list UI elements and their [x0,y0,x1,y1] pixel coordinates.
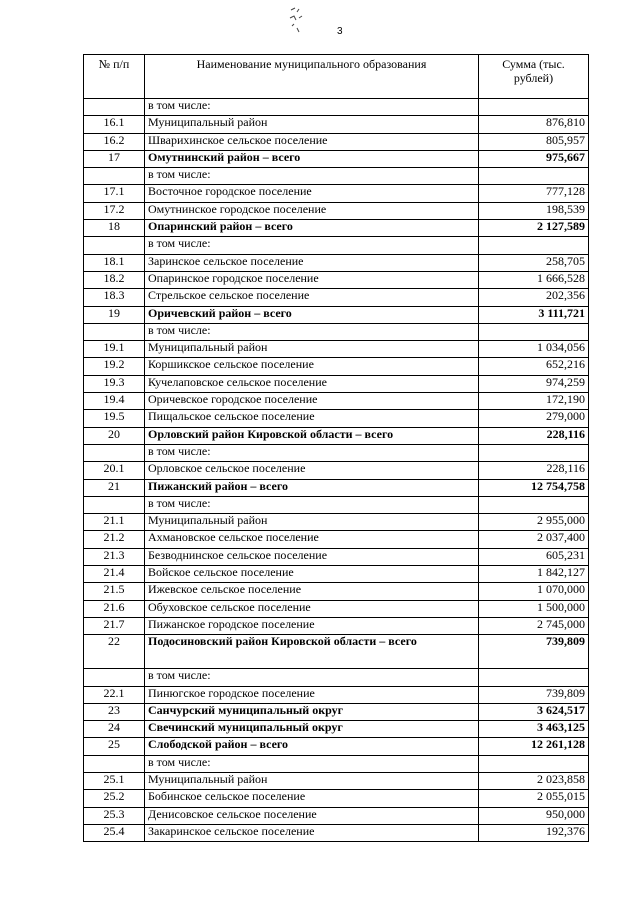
table-row [84,202,589,219]
row-sum: 12 754,758 [479,479,589,496]
row-name: Санчурский муниципальный округ [145,703,479,720]
row-name: Пижанский район – всего [145,479,479,496]
row-number: 23 [84,703,145,720]
row-name: Обуховское сельское поселение [145,600,479,617]
table-header-row [84,55,589,99]
row-number: 20.1 [84,462,145,479]
row-sum: 1 070,000 [479,583,589,600]
table-row [84,133,589,150]
row-sum: 876,810 [479,116,589,133]
table-row [84,686,589,703]
row-sum: 3 111,721 [479,306,589,323]
row-name: Орловский район Кировской области – всего [145,427,479,444]
row-name: Коршикское сельское поселение [145,358,479,375]
table-row [84,237,589,254]
row-number [84,168,145,185]
table-row [84,548,589,565]
row-number: 18 [84,220,145,237]
table-row [84,772,589,789]
row-name: Стрельское сельское поселение [145,289,479,306]
table-row [84,427,589,444]
row-name: Омутнинское городское поселение [145,202,479,219]
row-name: Бобинское сельское поселение [145,790,479,807]
row-name: Оричевский район – всего [145,306,479,323]
row-sum [479,444,589,461]
row-number: 19.2 [84,358,145,375]
row-sum: 1 842,127 [479,566,589,583]
row-number: 21.6 [84,600,145,617]
table-row [84,254,589,271]
row-number: 21.7 [84,617,145,634]
row-name: в том числе: [145,323,479,340]
row-number: 21.2 [84,531,145,548]
row-sum: 1 500,000 [479,600,589,617]
table-row [84,185,589,202]
row-number: 21.5 [84,583,145,600]
row-number: 25.4 [84,824,145,841]
row-name: в том числе: [145,99,479,116]
row-number: 25 [84,738,145,755]
row-name: Омутнинский район – всего [145,150,479,167]
row-number: 25.1 [84,772,145,789]
row-name: Орловское сельское поселение [145,462,479,479]
header-number: № п/п [84,55,145,99]
row-name: Пижанское городское поселение [145,617,479,634]
row-sum: 605,231 [479,548,589,565]
row-name: Ижевское сельское поселение [145,583,479,600]
row-sum [479,755,589,772]
table-row [84,116,589,133]
row-sum [479,496,589,513]
table-row [84,738,589,755]
table-row [84,99,589,116]
table-row [84,531,589,548]
row-sum: 228,116 [479,427,589,444]
row-sum: 975,667 [479,150,589,167]
row-sum: 228,116 [479,462,589,479]
row-number: 24 [84,721,145,738]
table-row [84,289,589,306]
table-row [84,755,589,772]
row-number [84,99,145,116]
table-row [84,271,589,288]
row-sum: 950,000 [479,807,589,824]
table-row [84,341,589,358]
row-number: 21.1 [84,514,145,531]
table-row [84,514,589,531]
row-name: Муниципальный район [145,116,479,133]
row-sum [479,168,589,185]
row-number [84,323,145,340]
table-row [84,807,589,824]
row-name: Слободской район – всего [145,738,479,755]
row-number: 21.4 [84,566,145,583]
table-body [84,99,589,842]
row-number: 22 [84,635,145,669]
row-name: Восточное городское поселение [145,185,479,202]
row-number: 19.1 [84,341,145,358]
row-number: 22.1 [84,686,145,703]
scan-mark-icon [287,4,309,38]
row-number: 17.2 [84,202,145,219]
row-sum: 974,259 [479,375,589,392]
row-sum: 1 666,528 [479,271,589,288]
row-name: Ахмановское сельское поселение [145,531,479,548]
table-row [84,824,589,841]
row-number: 25.2 [84,790,145,807]
row-sum: 739,809 [479,686,589,703]
row-name: Подосиновский район Кировской области – всего [145,635,479,669]
header-name: Наименование муниципального образования [145,55,479,99]
row-number: 19.4 [84,393,145,410]
row-number: 18.1 [84,254,145,271]
row-number: 19.5 [84,410,145,427]
row-number [84,496,145,513]
table-row [84,410,589,427]
table-row [84,617,589,634]
row-name: в том числе: [145,496,479,513]
row-name: Денисовское сельское поселение [145,807,479,824]
row-number: 21.3 [84,548,145,565]
row-sum: 3 624,517 [479,703,589,720]
row-sum: 652,216 [479,358,589,375]
row-sum: 2 745,000 [479,617,589,634]
row-number: 21 [84,479,145,496]
row-sum [479,237,589,254]
table-row [84,566,589,583]
table-row [84,375,589,392]
row-sum: 2 127,589 [479,220,589,237]
table-row [84,358,589,375]
row-name: Пищальское сельское поселение [145,410,479,427]
row-sum: 202,356 [479,289,589,306]
row-number [84,444,145,461]
table-row [84,790,589,807]
row-sum: 805,957 [479,133,589,150]
table-row [84,306,589,323]
row-name: Муниципальный район [145,772,479,789]
table-row [84,444,589,461]
table-row [84,496,589,513]
allocation-table [83,54,589,842]
row-number: 18.3 [84,289,145,306]
row-name: Заринское сельское поселение [145,254,479,271]
row-name: Безводнинское сельское поселение [145,548,479,565]
row-name: Муниципальный район [145,514,479,531]
row-name: Пинюгское городское поселение [145,686,479,703]
row-name: Закаринское сельское поселение [145,824,479,841]
row-sum [479,99,589,116]
table-row [84,479,589,496]
header-sum: Сумма (тыс. рублей) [479,55,589,99]
row-sum: 1 034,056 [479,341,589,358]
table-row [84,220,589,237]
table-row [84,669,589,686]
row-sum: 3 463,125 [479,721,589,738]
row-number: 25.3 [84,807,145,824]
row-name: Опаринский район – всего [145,220,479,237]
row-sum [479,669,589,686]
table-row [84,150,589,167]
row-name: Свечинский муниципальный округ [145,721,479,738]
row-number: 16.1 [84,116,145,133]
table-row [84,600,589,617]
row-name: в том числе: [145,237,479,254]
table-row [84,721,589,738]
row-name: Кучелаповское сельское поселение [145,375,479,392]
row-sum: 279,000 [479,410,589,427]
row-sum: 777,128 [479,185,589,202]
table-row [84,462,589,479]
row-sum: 198,539 [479,202,589,219]
row-number: 17 [84,150,145,167]
table-row [84,635,589,669]
table-row [84,703,589,720]
row-sum: 2 055,015 [479,790,589,807]
row-sum [479,323,589,340]
row-number: 18.2 [84,271,145,288]
table-row [84,323,589,340]
row-name: Шварихинское сельское поселение [145,133,479,150]
row-name: в том числе: [145,168,479,185]
row-number [84,755,145,772]
row-sum: 2 023,858 [479,772,589,789]
row-sum: 12 261,128 [479,738,589,755]
table-row [84,168,589,185]
table-row [84,393,589,410]
row-name: Войское сельское поселение [145,566,479,583]
row-number: 17.1 [84,185,145,202]
row-name: Оричевское городское поселение [145,393,479,410]
row-number [84,669,145,686]
row-number: 20 [84,427,145,444]
row-name: в том числе: [145,755,479,772]
row-number: 19 [84,306,145,323]
row-name: Муниципальный район [145,341,479,358]
page-number: 3 [337,26,343,37]
row-number: 19.3 [84,375,145,392]
table-row [84,583,589,600]
row-sum: 2 955,000 [479,514,589,531]
row-sum: 172,190 [479,393,589,410]
row-name: в том числе: [145,669,479,686]
row-number: 16.2 [84,133,145,150]
row-sum: 2 037,400 [479,531,589,548]
row-number [84,237,145,254]
row-sum: 192,376 [479,824,589,841]
row-sum: 739,809 [479,635,589,669]
row-sum: 258,705 [479,254,589,271]
row-name: Опаринское городское поселение [145,271,479,288]
row-name: в том числе: [145,444,479,461]
